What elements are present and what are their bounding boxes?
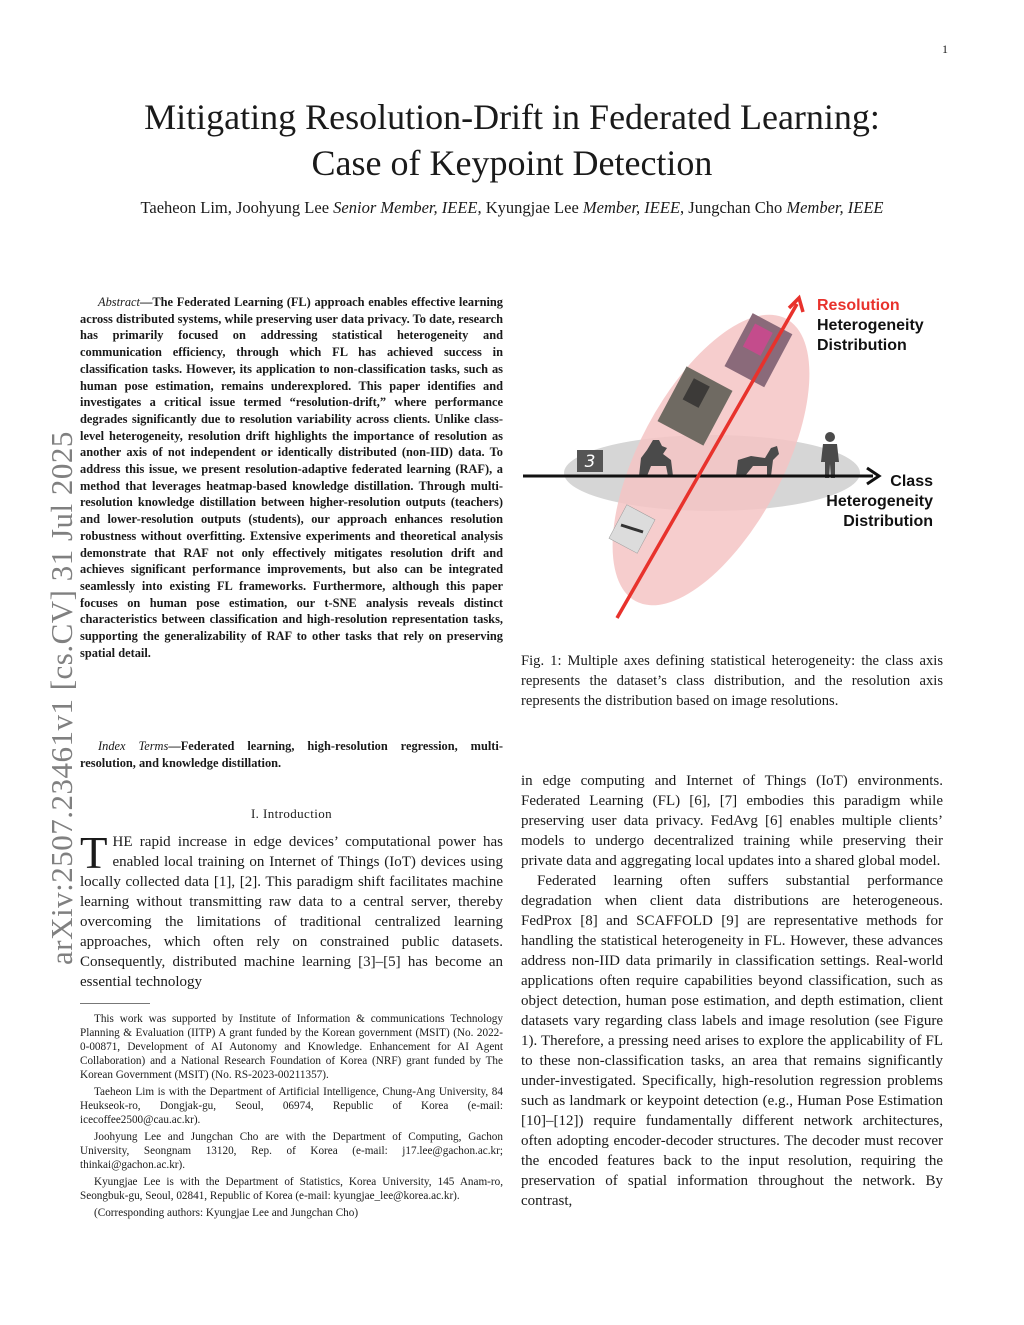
class-label-heterogeneity: Heterogeneity xyxy=(826,493,933,510)
index-terms-text: —Federated learning, high-resolution regression, multi-resolution, and knowledge distillation. xyxy=(80,739,503,770)
figure-1 xyxy=(521,290,943,630)
footnote-divider xyxy=(80,1003,150,1004)
author-list xyxy=(40,198,984,218)
abstract-text: —The Federated Learning (FL) approach enables effective learning across distributed systems, while preserving user data privacy. To date, research has primarily focused on addressing statistical heterogeneity and communication efficiency, through which FL has achieved success in classification tasks. However, its application to non-classification tasks, such as human pose estimation, remains underexplored. This paper identifies and investigates a critical issue termed “resolution-drift,” where performance degrades significantly due to resolution variability across clients. Unlike class-level heterogeneity, resolution drift highlights the importance of resolution as another axis of not independent or identically distributed (non-IID) data. To address this issue, we present resolution-adaptive federated learning (RAF), a method that leverages heatmap-based knowledge distillation. Through multi-resolution knowledge distillation between higher-resolution outputs (teachers) and lower-resolution outputs (students), our approach enhances resolution robustness without overfitting. Extensive experiments and theoretical analysis demonstrate that RAF not only effectively mitigates resolution drift and achieves significant performance improvements, but also can be integrated seamlessly into existing FL frameworks. Furthermore, although this paper focuses on human pose estimation, our t-SNE analysis reveals distinct characteristics between classification and high-resolution representation tasks, supporting the generalizability of RAF to other tasks that rely on preserving spatial detail. xyxy=(80,295,503,660)
body-paragraph: in edge computing and Internet of Things (IoT) environments. Federated Learning (FL) [6], [7] embodies this paradigm while preserving user data privacy. FedAvg [6] enables multiple clients’ models to undergo decentralized training while preserving their private data and aggregating local updates into a shared global model. xyxy=(521,773,943,869)
footnote-affiliation: Taeheon Lim is with the Department of Artificial Intelligence, Chung-Ang University, 84 Heukseok-ro, Dongjak-gu, Seoul, 06974, Republic of Korea (e-mail: icecoffee2500@cau.ac.kr). xyxy=(80,1086,503,1126)
arxiv-id: arXiv:2507.23461v1 [cs.CV] 31 Jul 2025 xyxy=(44,431,79,965)
abstract-lead: Abstract xyxy=(98,295,140,309)
digit-label: 3 xyxy=(584,452,596,472)
resolution-label: Resolution xyxy=(817,297,900,314)
footnote-funding: This work was supported by Institute of Information & communications Technology Planning & Evaluation (IITP) A grant funded by the Korean government (MSIT) (No. 2022-0-00871, Development of AI Autonomy and Knowledge. Enhancement for AI Agent Collaboration) and a National Research Foundation of Korea (NRF) grant funded by The Korean Government (MSIT) (No. RS-2023-00211357). xyxy=(80,1013,503,1081)
abstract xyxy=(80,294,503,661)
resolution-label-distribution: Distribution xyxy=(817,337,907,354)
index-terms-lead: Index Terms xyxy=(98,739,169,753)
author-role: Member, IEEE xyxy=(582,198,681,217)
author-name: , Jungchan Cho xyxy=(680,198,783,217)
title-line-1: Mitigating Resolution-Drift in Federated Learning: xyxy=(144,97,880,137)
heterogeneity-diagram xyxy=(521,290,943,630)
author-name: , Kyungjae Lee xyxy=(477,198,579,217)
section-heading: I. Introduction xyxy=(250,806,333,821)
footnote-affiliation: Kyungjae Lee is with the Department of Statistics, Korea University, 145 Anam-ro, Seongbuk-gu, Seoul, 02841, Republic of Korea (e-mail: kyungjae_lee@korea.ac.kr). xyxy=(80,1176,503,1202)
figure-caption: Fig. 1: Multiple axes defining statistical heterogeneity: the class axis represents the dataset’s class distribution, and the resolution axis represents the distribution based on image resolutions. xyxy=(521,653,943,709)
footnote-corresponding: (Corresponding authors: Kyungjae Lee and Jungchan Cho) xyxy=(94,1207,359,1219)
right-column-body xyxy=(521,771,943,1211)
intro-paragraph xyxy=(80,828,503,992)
class-label-distribution: Distribution xyxy=(843,513,933,530)
footnote-affiliation: Joohyung Lee and Jungchan Cho are with the Department of Computing, Gachon University, Seongnam 13120, Rep. of Korea (e-mail: j17.lee@gachon.ac.kr; thinkai@gachon.ac.kr). xyxy=(80,1131,503,1171)
person-head xyxy=(825,432,835,442)
author-name: Joohyung Lee xyxy=(236,198,330,217)
index-terms xyxy=(80,738,503,771)
author-role: Member, IEEE xyxy=(786,198,884,217)
page-number: 1 xyxy=(942,42,948,56)
title-line-2: Case of Keypoint Detection xyxy=(311,143,713,183)
paper-title xyxy=(60,94,964,186)
author-name: Taeheon Lim, xyxy=(140,198,232,217)
drop-cap: T xyxy=(80,828,108,878)
author-role: Senior Member, IEEE xyxy=(333,198,478,217)
footnotes xyxy=(80,1012,503,1223)
class-label: Class xyxy=(890,473,933,490)
resolution-label-heterogeneity: Heterogeneity xyxy=(817,317,924,334)
body-paragraph: Federated learning often suffers substantial performance degradation when client data distributions are heterogeneous. FedProx [8] and SCAFFOLD [9] are representative methods for handling the statistical heterogeneity in FL. However, these advances address non-IID data primarily in classification settings. Real-world applications often require capabilities beyond classification, such as object detection, human pose estimation, and depth estimation, client datasets vary regarding class labels and image resolution (see Figure 1). Therefore, a pressing need arises to explore the applicability of FL to these non-classification tasks, an area that remains significantly under-investigated. Specifically, high-resolution regression problems such as landmark or keypoint detection (e.g., Human Pose Estimation [10]–[12]) require fundamentally different network architectures, often adopting encoder-decoder structures. The decoder must recover the encoded features back to the input resolution, requiring the preservation of spatial information throughout the network. By contrast, xyxy=(521,873,943,1209)
intro-text: HE rapid increase in edge devices’ computational power has enabled local training on Internet of Things (IoT) devices using locally collected data [1], [2]. This paradigm shift facilitates machine learning without transmitting raw data to a central server, thereby overcoming the limitations of traditional centralized learning approaches, which often rely on constrained public datasets. Consequently, distributed machine learning [3]–[5] has become an essential technology xyxy=(80,834,503,990)
